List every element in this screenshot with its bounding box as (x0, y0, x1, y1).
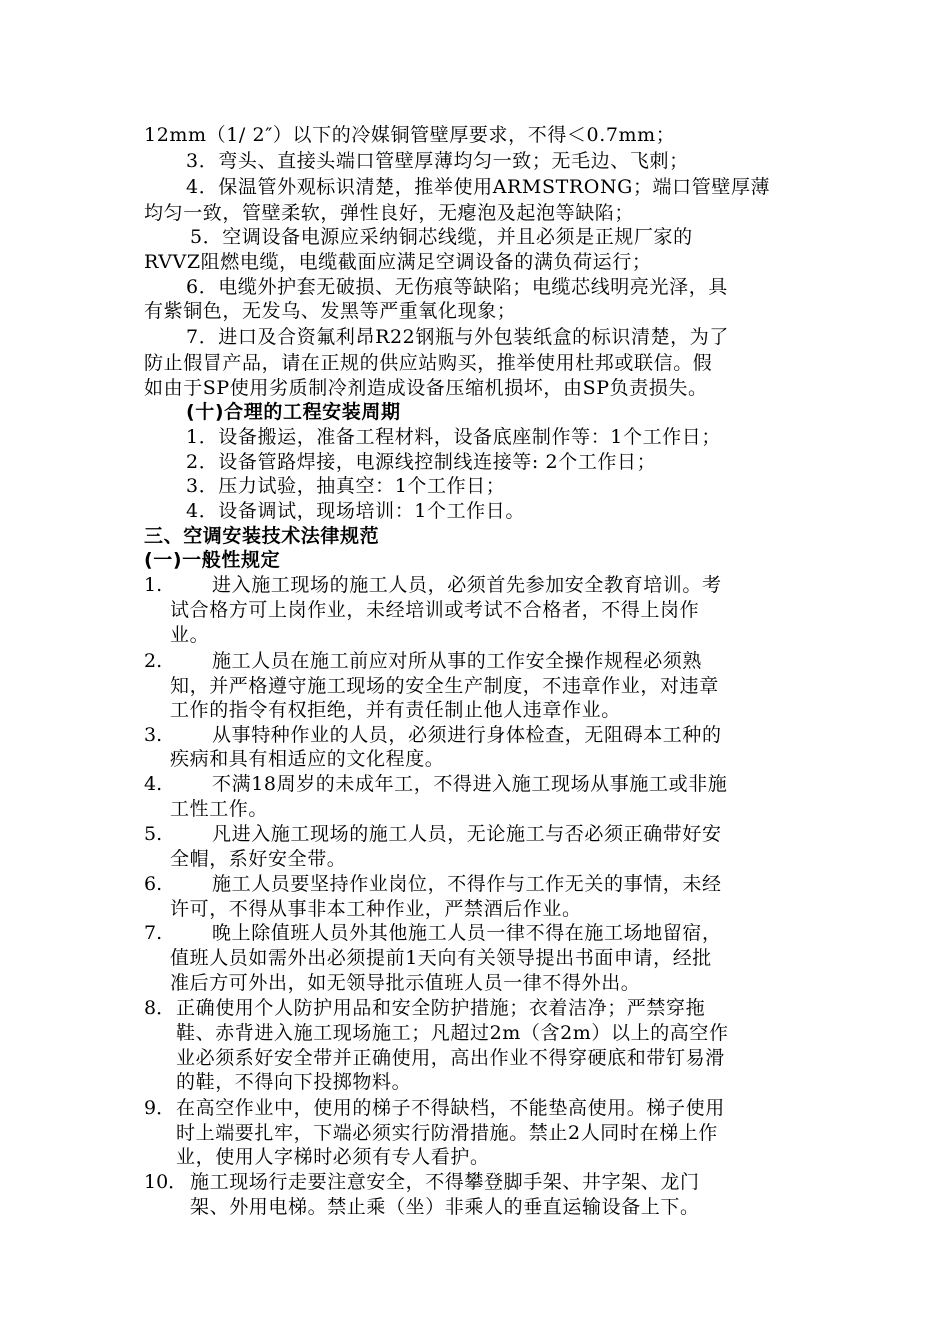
period-item: 4．设备调试，现场培训：1个工作日。 (186, 500, 525, 522)
rule-line: 晚上除值班人员外其他施工人员一律不得在施工场地留宿， (212, 922, 722, 944)
spec-line: 6．电缆外护套无破损、无伤痕等缺陷；电缆芯线明亮光泽，具 (186, 276, 728, 298)
spec-line: 如由于SP使用劣质制冷剂造成设备压缩机损坏，由SP负责损失。 (144, 377, 708, 399)
rule-number: 9． (144, 1097, 176, 1119)
rule-line: 业必须系好安全带并正确使用，高出作业不得穿硬底和带钉易滑 (176, 1047, 725, 1069)
rule-line: 工性工作。 (170, 798, 269, 820)
rule-line: 鞋、赤背进入施工现场施工；凡超过2m（含2m）以上的高空作 (176, 1022, 729, 1044)
rule-line: 知，并严格遵守施工现场的安全生产制度，不违章作业，对违章 (170, 675, 719, 697)
spec-line: 防止假冒产品，请在正规的供应站购买，推举使用杜邦或联信。假 (144, 352, 713, 374)
subsection-heading: (一)一般性规定 (144, 549, 281, 571)
spec-line: 5．空调设备电源应采纳铜芯线缆，并且必须是正规厂家的 (190, 226, 693, 248)
rule-number: 7. (144, 922, 163, 944)
period-heading: (十)合理的工程安装周期 (186, 401, 401, 423)
rule-line: 正确使用个人防护用品和安全防护措施；衣着洁净；严禁穿拖 (176, 997, 706, 1019)
spec-line: 12mm（1/ 2″）以下的冷媒铜管壁厚要求，不得＜0.7mm； (144, 124, 676, 146)
spec-line: RVVZ阻燃电缆，电缆截面应满足空调设备的满负荷运行； (144, 251, 652, 273)
rule-number: 1. (144, 574, 163, 596)
rule-number: 6. (144, 873, 163, 895)
rule-line: 施工现场行走要注意安全，不得攀登脚手架、井字架、龙门 (190, 1171, 700, 1193)
rule-line: 全帽，系好安全带。 (170, 848, 347, 870)
rule-line: 不满18周岁的未成年工，不得进入施工现场从事施工或非施 (212, 773, 728, 795)
rule-line: 值班人员如需外出必须提前1天向有关领导提出书面申请，经批 (170, 947, 712, 969)
period-item: 1．设备搬运，准备工程材料，设备底座制作等：1个工作日； (186, 426, 721, 448)
spec-line: 均匀一致，管壁柔软，弹性良好，无瘪泡及起泡等缺陷； (144, 202, 635, 224)
rule-line: 架、外用电梯。禁止乘（坐）非乘人的垂直运输设备上下。 (190, 1196, 700, 1218)
section-heading: 三、空调安装技术法律规范 (144, 525, 380, 547)
rule-line: 施工人员要坚持作业岗位，不得作与工作无关的事情，未经 (212, 873, 722, 895)
rule-line: 施工人员在施工前应对所从事的工作安全操作规程必须熟 (212, 650, 703, 672)
rule-line: 准后方可外出，如无领导批示值班人员一律不得外出。 (170, 972, 641, 994)
rule-number: 2. (144, 650, 163, 672)
rule-line: 从事特种作业的人员，必须进行身体检查，无阻碍本工种的 (212, 724, 722, 746)
rule-line: 疾病和具有相适应的文化程度。 (170, 748, 445, 770)
period-item: 2．设备管路焊接，电源线控制线连接等: 2个工作日； (186, 451, 657, 473)
rule-line: 许可，不得从事非本工种作业，严禁酒后作业。 (170, 898, 582, 920)
rule-line: 工作的指令有权拒绝，并有责任制止他人违章作业。 (170, 699, 621, 721)
rule-number: 4. (144, 773, 163, 795)
rule-number: 3. (144, 724, 163, 746)
spec-line: 7．进口及合资氟利昂R22钢瓶与外包装纸盒的标识清楚，为了 (186, 326, 729, 348)
rule-number: 10． (144, 1171, 188, 1193)
rule-line: 业。 (170, 624, 210, 646)
spec-line: 3．弯头、直接头端口管壁厚薄均匀一致；无毛边、飞刺； (186, 150, 689, 172)
rule-line: 凡进入施工现场的施工人员，无论施工与否必须正确带好安 (212, 823, 722, 845)
rule-line: 业，使用人字梯时必须有专人看护。 (176, 1146, 490, 1168)
rule-line: 进入施工现场的施工人员，必须首先参加安全教育培训。考 (212, 574, 722, 596)
rule-number: 5. (144, 823, 163, 845)
rule-number: 8． (144, 997, 176, 1019)
rule-line: 的鞋，不得向下投掷物料。 (176, 1071, 412, 1093)
rule-line: 试合格方可上岗作业，未经培训或考试不合格者，不得上岗作 (170, 599, 700, 621)
rule-line: 在高空作业中，使用的梯子不得缺档，不能垫高使用。梯子使用 (176, 1097, 725, 1119)
spec-line: 有紫铜色，无发乌、发黑等严重氧化现象； (144, 300, 517, 322)
spec-line: 4．保温管外观标识清楚，推举使用ARMSTRONG；端口管壁厚薄 (186, 176, 771, 198)
period-item: 3．压力试验，抽真空：1个工作日； (186, 475, 506, 497)
rule-line: 时上端要扎牢，下端必须实行防滑措施。禁止2人同时在梯上作 (176, 1122, 718, 1144)
